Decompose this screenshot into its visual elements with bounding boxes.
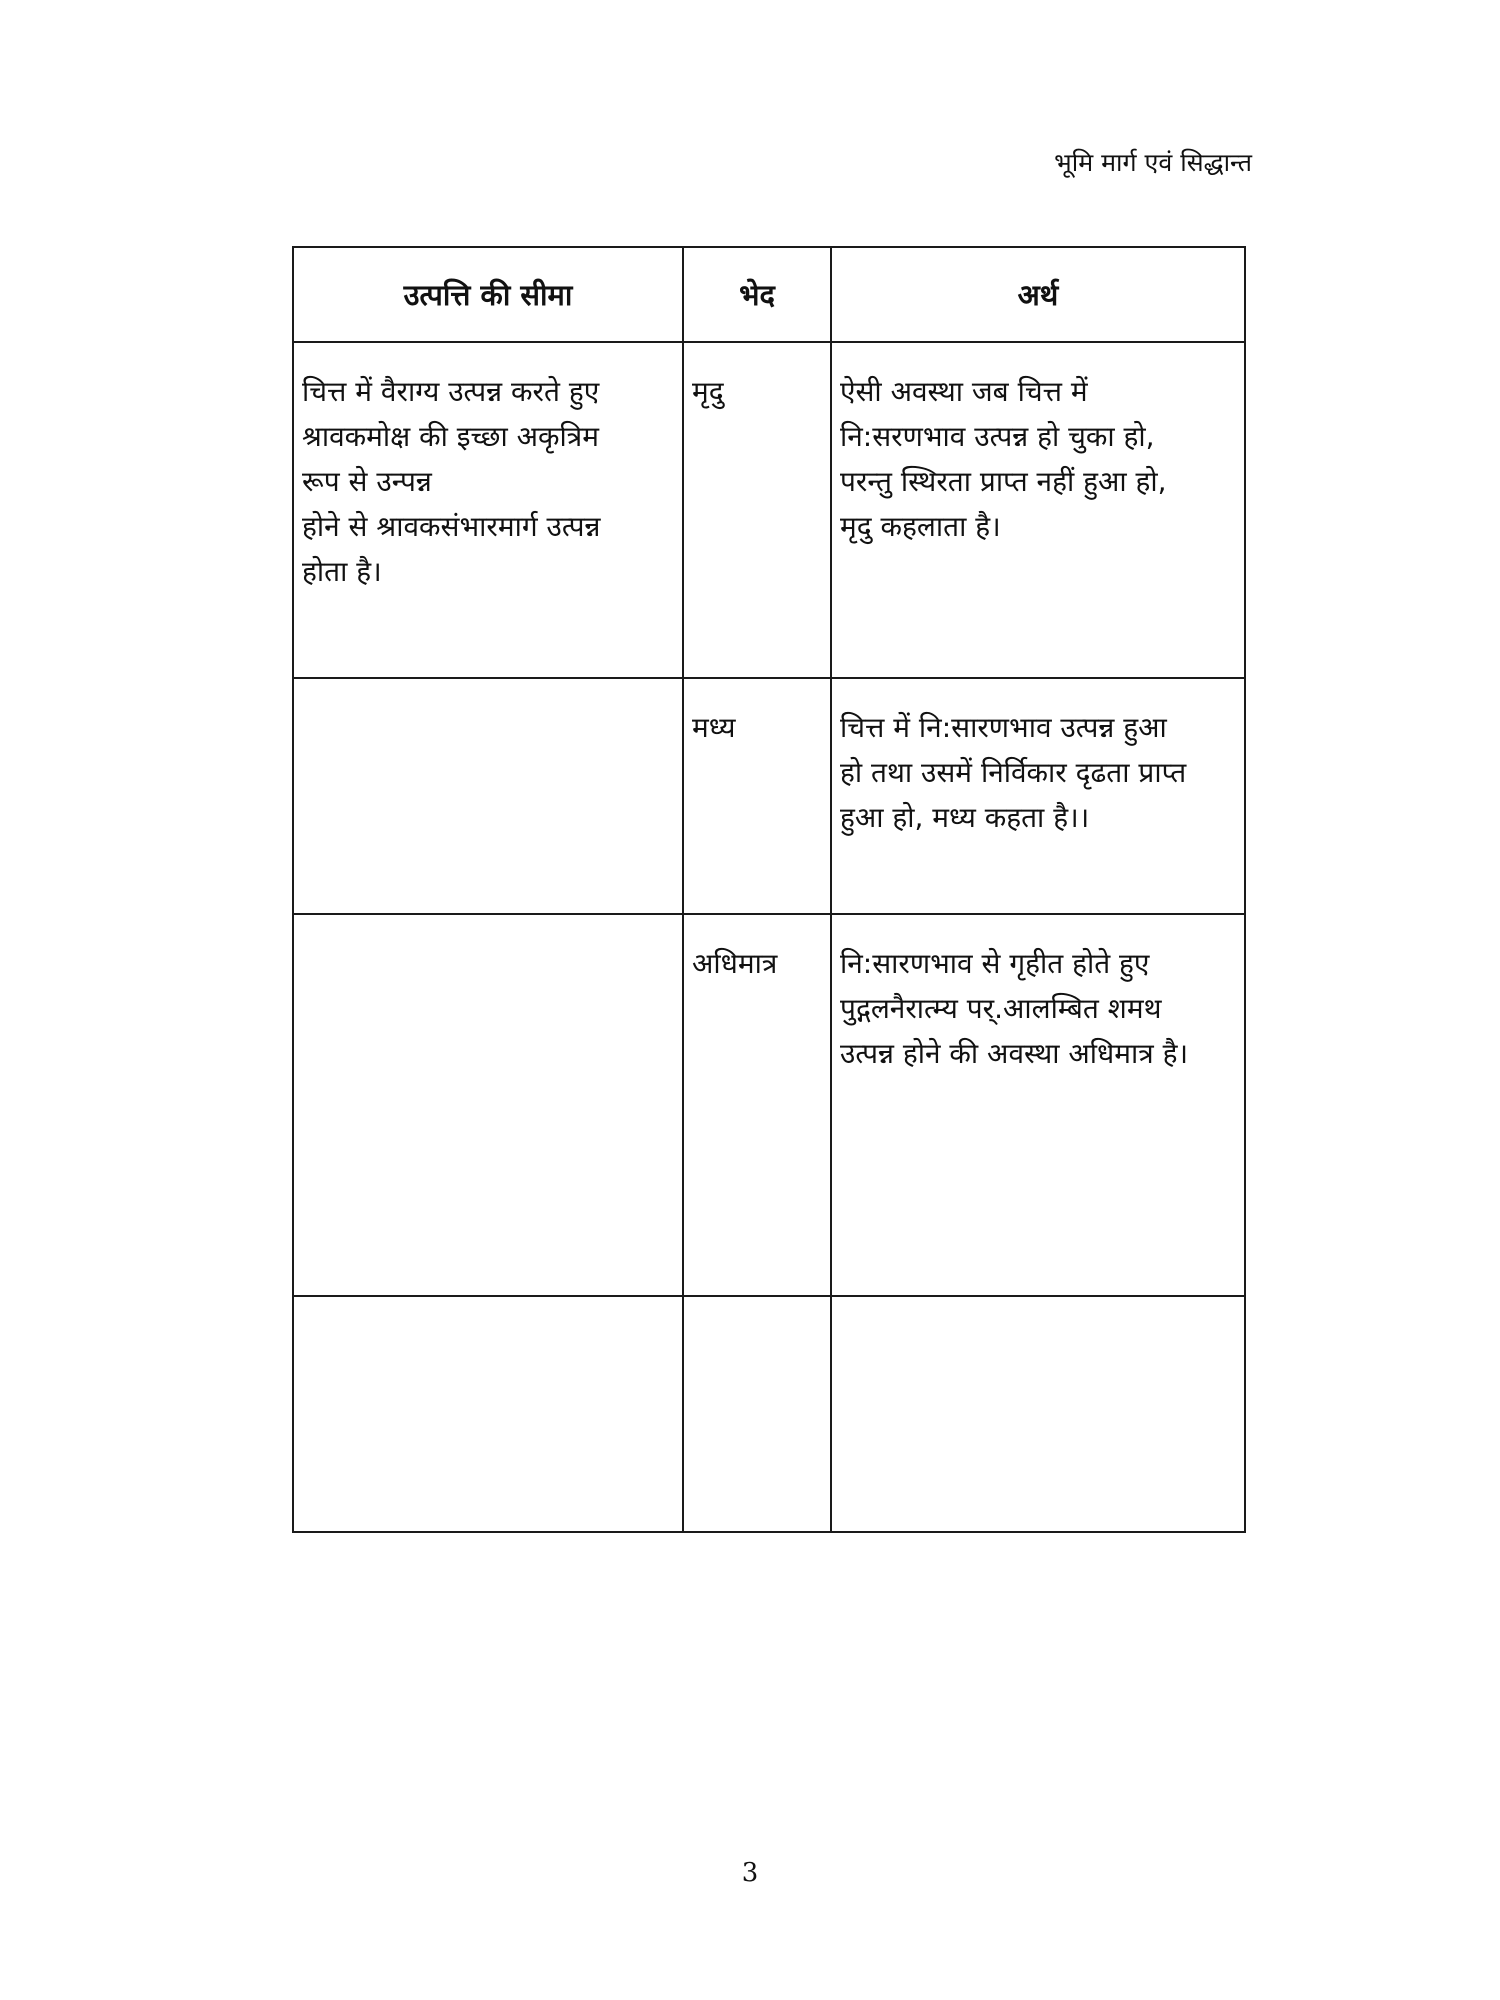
table-cell-limit <box>293 342 683 678</box>
classification-table <box>292 246 1246 1533</box>
meaning-text: चित्त में नि:सारणभाव उत्पन्न हुआ हो तथा उसमें निर्विकार दृढता प्राप्त हुआ हो, मध्य कहता है।। <box>840 711 1187 834</box>
column-header-limit: उत्पत्ति की सीमा <box>293 247 683 342</box>
table-row <box>293 914 1245 1296</box>
column-header-type: भेद <box>683 247 831 342</box>
table-row <box>293 1296 1245 1532</box>
limit-text <box>294 679 682 705</box>
type-text: अधिमात्र <box>692 947 778 980</box>
page-number: 3 <box>741 1858 759 1888</box>
meaning-text <box>832 1297 1244 1323</box>
meaning-text: ऐसी अवस्था जब चित्त में नि:सरणभाव उत्पन्न हो चुका हो, परन्तु स्थिरता प्राप्त नहीं हुआ हो, मृदु कहलाता है। <box>840 375 1167 543</box>
type-text <box>684 1297 830 1323</box>
table-cell-meaning <box>831 1296 1245 1532</box>
limit-text <box>294 915 682 941</box>
table-cell-limit <box>293 914 683 1296</box>
column-header-meaning: अर्थ <box>831 247 1245 342</box>
table-cell-meaning <box>831 342 1245 678</box>
table-cell-type <box>683 342 831 678</box>
table-cell-type <box>683 914 831 1296</box>
table-cell-type <box>683 678 831 914</box>
table-row <box>293 678 1245 914</box>
type-text: मध्य <box>692 711 736 744</box>
limit-text <box>294 1297 682 1323</box>
table-cell-type <box>683 1296 831 1532</box>
running-header: भूमि मार्ग एवं सिद्धान्त <box>1054 148 1252 177</box>
table-cell-limit <box>293 1296 683 1532</box>
table-cell-meaning <box>831 914 1245 1296</box>
table-cell-meaning <box>831 678 1245 914</box>
meaning-text: नि:सारणभाव से गृहीत होते हुए पुद्गलनैरात्म्य पर्.आलम्बित शमथ उत्पन्न होने की अवस्था अधिमात्र है। <box>840 947 1189 1070</box>
table-row <box>293 342 1245 678</box>
limit-text: चित्त में वैराग्य उत्पन्न करते हुए श्रावकमोक्ष की इच्छा अकृत्रिम रूप से उन्पन्न होने से श्रावकसंभारमार्ग उत्पन्न होता है। <box>302 375 601 588</box>
table-header-row <box>293 247 1245 342</box>
table-cell-limit <box>293 678 683 914</box>
type-text: मृदु <box>692 375 724 408</box>
